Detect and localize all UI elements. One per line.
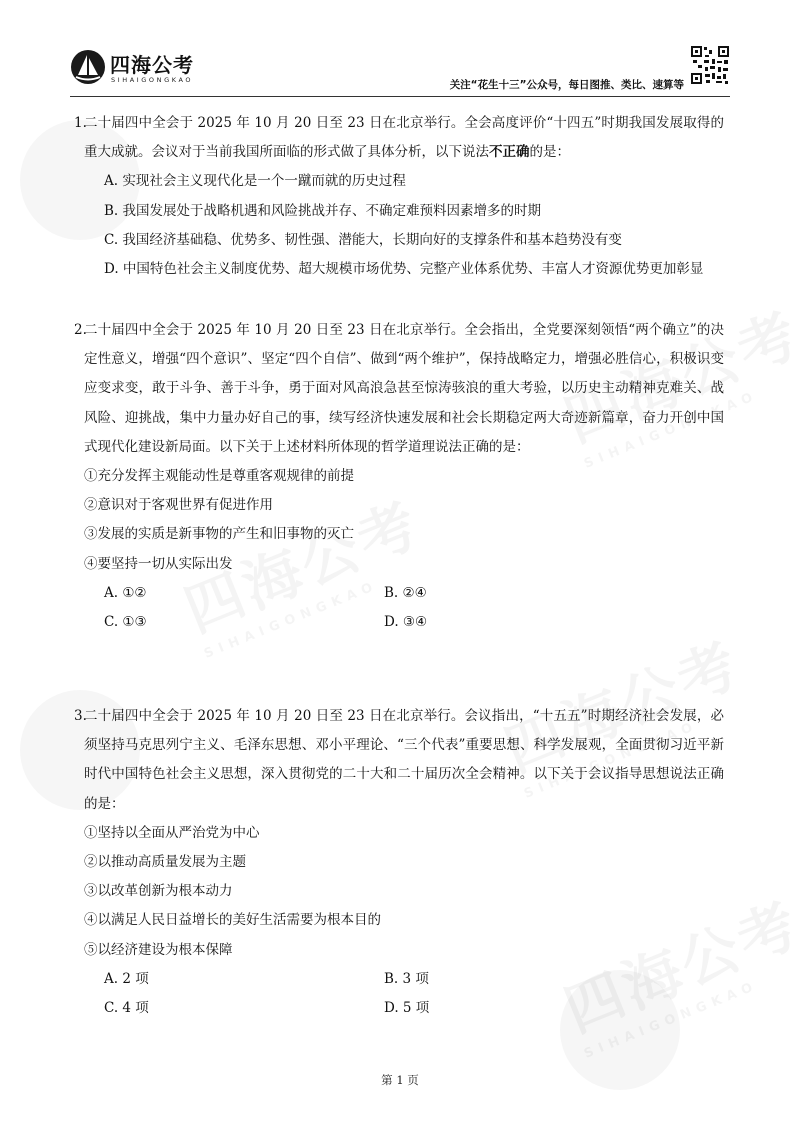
page-header [70,45,730,100]
statement: ①坚持以全面从严治党为中心 [84,824,260,841]
question-3 [74,702,724,1023]
option-d[interactable]: D. 中国特色社会主义制度优势、超大规模市场优势、完整产业体系优势、丰富人才资源优势更加彰显 [104,261,704,278]
question-number: 1. [74,115,87,131]
brand-subtitle: SIHAIGONGKAO [111,76,194,84]
emphasis-text: 不正确 [489,144,530,161]
question-2-stem: 2. 二十届四中全会于 2025 年 10 月 20 日至 23 日在北京举行。全会指出，全党要深刻领悟“两个确立”的决定性意义，增强“四个意识”、坚定“四个自信”、做到“两个维护”，保持战略定力，增强必胜信心，积极识变应变求变，敢于斗争、善于斗争，勇于面对风高浪急甚至惊涛骇浪的重大考验，以历史主动精神克难关、战风险、迎挑战，集中力量办好自己的事，续写经济快速发展和社会长期稳定两大奇迹新篇章，奋力开创中国式现代化建设新局面。以下关于上述材料所体现的哲学道理说法正确的是： [84,316,724,462]
header-note: 关注“花生十三”公众号，每日图推、类比、速算等 [449,79,684,91]
option-c[interactable]: C. 我国经济基础稳、优势多、韧性强、潜能大，长期向好的支撑条件和基本趋势没有变 [104,231,622,248]
statement: ④要坚持一切从实际出发 [84,555,233,572]
question-1-options [84,167,724,284]
option-b[interactable]: B. 我国发展处于战略机遇和风险挑战并存、不确定难预料因素增多的时期 [104,202,542,219]
question-1 [74,109,724,284]
options-row [84,579,724,608]
question-1-stem: 1. 二十届四中全会于 2025 年 10 月 20 日至 23 日在北京举行。全会高度评价“十四五”时期我国发展取得的重大成就。会议对于当前我国所面临的形式做了具体分析，以下说法不正确的是： [84,109,724,167]
page-number: 第 1 页 [381,1073,419,1087]
option-a[interactable]: A. 2 项 [104,970,149,987]
option-b[interactable]: B. ②④ [384,584,427,601]
options-row [84,965,724,994]
statement: ②以推动高质量发展为主题 [84,854,246,871]
option-d[interactable]: D. ③④ [384,614,428,631]
statement: ⑤以经济建设为根本保障 [84,941,233,958]
option-c[interactable]: C. ①③ [104,614,147,631]
qr-code-icon [690,45,730,85]
header-divider [70,96,730,97]
question-2 [74,316,724,637]
options-row [84,608,724,637]
statement: ③发展的实质是新事物的产生和旧事物的灭亡 [84,526,354,543]
statement: ①充分发挥主观能动性是尊重客观规律的前提 [84,468,354,485]
question-3-stem: 3. 二十届四中全会于 2025 年 10 月 20 日至 23 日在北京举行。会议指出，“十五五”时期经济社会发展，必须坚持马克思列宁主义、毛泽东思想、邓小平理论、“三个代表”重要思想、科学发展观，全面贯彻习近平新时代中国特色社会主义思想，深入贯彻党的二十大和二十届历次全会精神。以下关于会议指导思想说法正确的是： [84,702,724,819]
brand-name: 四海公考 [110,53,194,77]
question-number: 2. [74,322,87,338]
options-row [84,994,724,1023]
option-d[interactable]: D. 5 项 [384,1000,430,1017]
statement: ④以满足人民日益增长的美好生活需要为根本目的 [84,912,381,929]
statement: ②意识对于客观世界有促进作用 [84,497,273,514]
option-a[interactable]: A. ①② [104,584,147,601]
option-a[interactable]: A. 实现社会主义现代化是一个一蹴而就的历史过程 [104,173,406,190]
option-c[interactable]: C. 4 项 [104,1000,149,1017]
statement: ③以改革创新为根本动力 [84,883,233,900]
option-b[interactable]: B. 3 项 [384,970,429,987]
sailboat-logo-icon [70,49,106,85]
question-number: 3. [74,708,87,724]
